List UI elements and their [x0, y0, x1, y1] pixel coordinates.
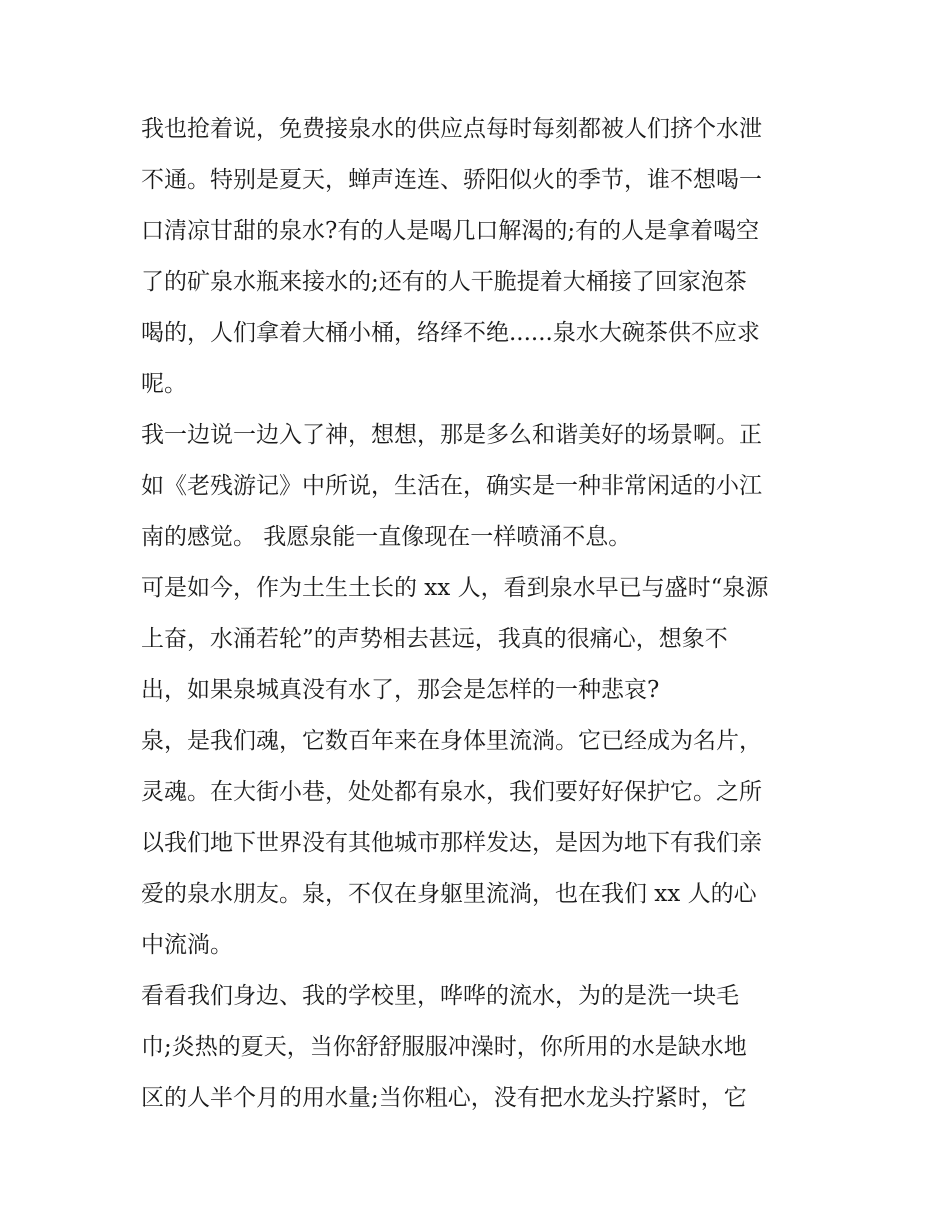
text-line: 区的人半个月的用水量;当你粗心，没有把水龙头拧紧时，它	[141, 1085, 747, 1111]
text-line: 出，如果泉城真没有水了，那会是怎样的一种悲哀?	[141, 677, 660, 703]
text-line: 巾;炎热的夏天，当你舒舒服服冲澡时，你所用的水是缺水地	[141, 1034, 747, 1060]
text-line: 呢。	[141, 371, 187, 397]
text-line: 泉，是我们魂，它数百年来在身体里流淌。它已经成为名片，	[141, 728, 762, 754]
text-line: 上奋，水涌若轮”的声势相去甚远，我真的很痛心，想象不	[141, 626, 728, 652]
text-line: 灵魂。在大街小巷，处处都有泉水，我们要好好保护它。之所	[141, 779, 762, 805]
text-line: 不通。特别是夏天，蝉声连连、骄阳似火的季节，谁不想喝一	[141, 167, 762, 193]
text-line: 我一边说一边入了神，想想，那是多么和谐美好的场景啊。正	[141, 422, 762, 448]
text-line: 喝的，人们拿着大桶小桶，络绎不绝......泉水大碗茶供不应求	[141, 320, 760, 346]
text-line: 爱的泉水朋友。泉，不仅在身躯里流淌，也在我们 xx 人的心	[141, 881, 757, 907]
text-line: 口清凉甘甜的泉水?有的人是喝几口解渴的;有的人是拿着喝空	[141, 218, 760, 244]
document-body	[141, 104, 821, 1124]
text-line: 了的矿泉水瓶来接水的;还有的人干脆提着大桶接了回家泡茶	[141, 269, 747, 295]
text-line: 以我们地下世界没有其他城市那样发达，是因为地下有我们亲	[141, 830, 762, 856]
text-line: 可是如今，作为土生土长的 xx 人，看到泉水早已与盛时“泉源	[141, 575, 769, 601]
text-line: 中流淌。	[141, 932, 233, 958]
text-line: 我也抢着说，免费接泉水的供应点每时每刻都被人们挤个水泄	[141, 116, 762, 142]
text-line: 如《老残游记》中所说，生活在，确实是一种非常闲适的小江	[141, 473, 762, 499]
text-line: 看看我们身边、我的学校里，哗哗的流水，为的是洗一块毛	[141, 983, 739, 1009]
text-line: 南的感觉。 我愿泉能一直像现在一样喷涌不息。	[141, 524, 632, 550]
